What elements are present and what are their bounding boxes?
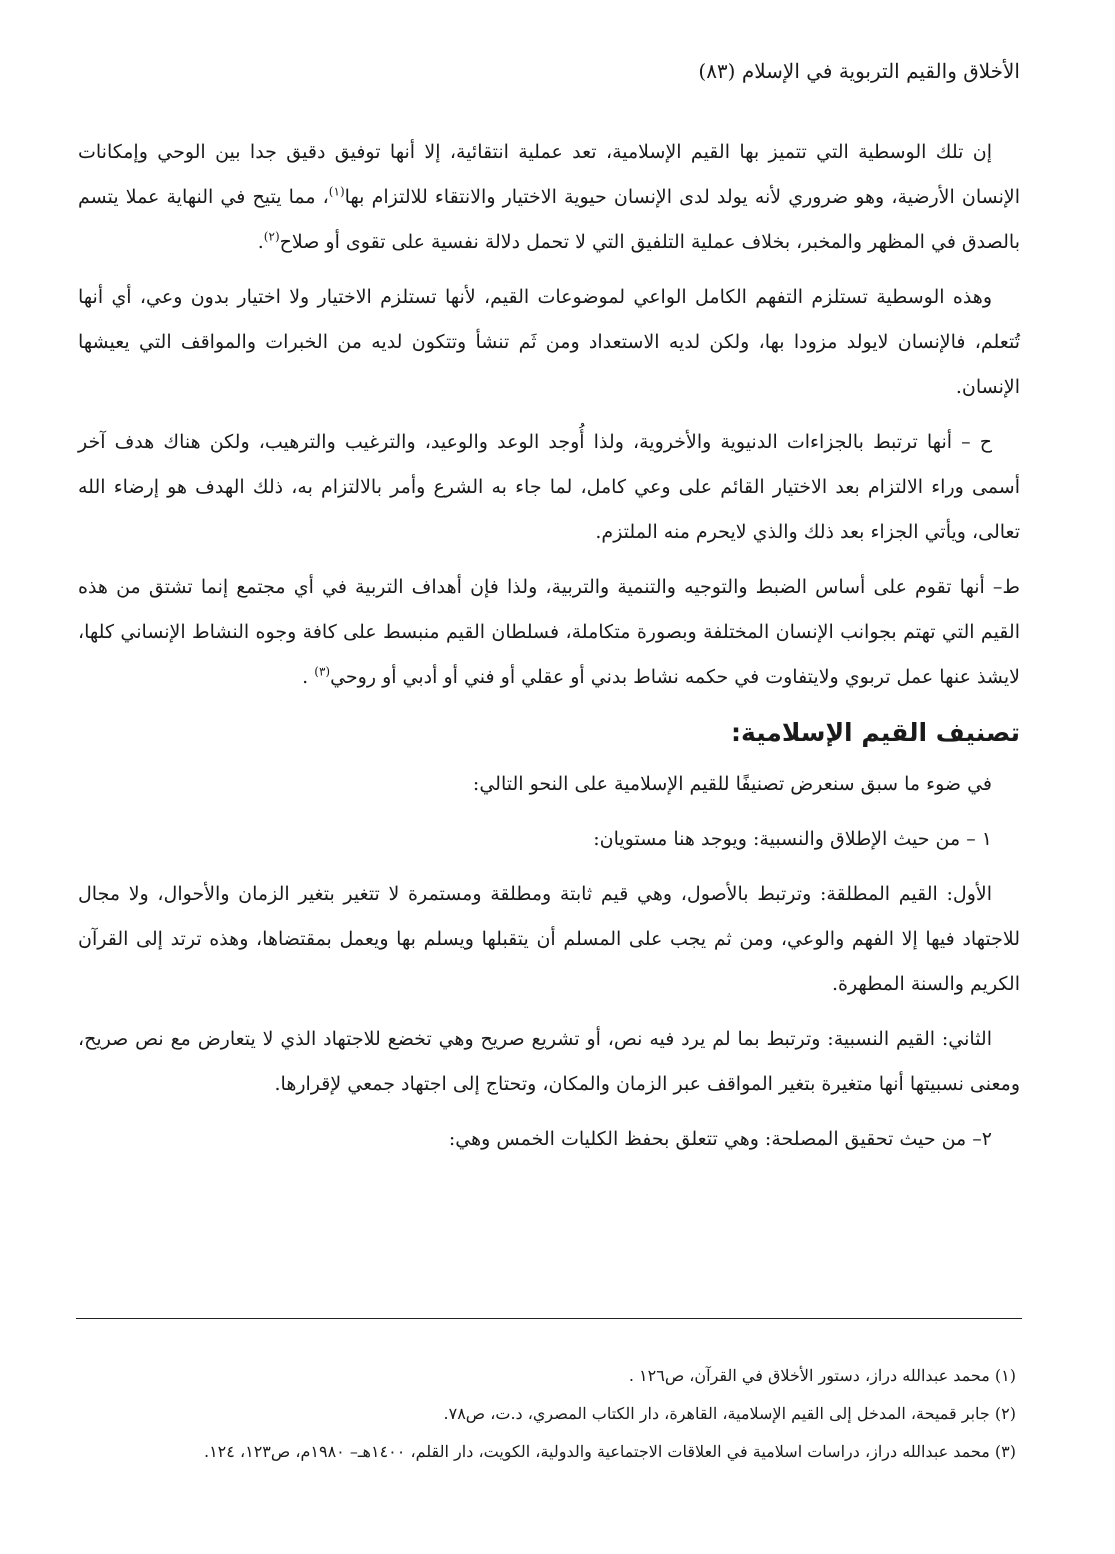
paragraph-wasatiyya [78,130,1020,265]
footnote-1: (١) محمد عبدالله دراز، دستور الأخلاق في القرآن، ص١٢٦ . [628,1366,1016,1385]
running-header: الأخلاق والقيم التربوية في الإسلام (٨٣) [698,59,1020,83]
footnote-ref-2[interactable]: (٢) [263,229,280,244]
paragraph-item-ha: ح – أنها ترتبط بالجزاءات الدنيوية والأخروية، ولذا أُوجد الوعد والوعيد، والترغيب والترهيب، ولكن هناك هدف آخر أسمى وراء الالتزام بعد الاختيار القائم على وعي كامل، لما جاء به الشرع وأمر بالالتزام به، ذلك الهدف هو إرضاء الله تعالى، ويأتي الجزاء بعد ذلك والذي لايحرم منه الملتزم. [78,431,1020,543]
paragraph-relative-values: الثاني: القيم النسبية: وترتبط بما لم يرد فيه نص، أو تشريع صريح وهي تخضع للاجتهاد الذي لا يتعارض مع نص صريح، ومعنى نسبيتها أنها متغيرة بتغير المواقف عبر الزمان والمكان، وتحتاج إلى اجتهاد جمعي لإقرارها. [78,1028,1020,1095]
list-item-1: ١ – من حيث الإطلاق والنسبية: ويوجد هنا مستويان: [593,828,992,850]
paragraph-item-ta [78,565,1020,700]
footnote-2: (٢) جابر قميحة، المدخل إلى القيم الإسلامية، القاهرة، دار الكتاب المصري، د.ت، ص٧٨. [443,1404,1016,1423]
section-heading: تصنيف القيم الإسلامية: [731,718,1020,747]
paragraph-text: ، مما يتيح في النهاية عملا يتسم بالصدق في المظهر والمخبر، بخلاف عملية التلفيق التي لا تحمل دلالة نفسية على تقوى أو صلاح [78,186,1020,253]
footnotes [80,1362,1016,1476]
footnote-ref-1[interactable]: (١) [328,184,345,199]
paragraph-text: . [257,231,264,253]
paragraph-text: ط– أنها تقوم على أساس الضبط والتوجيه والتنمية والتربية، ولذا فإن أهداف التربية في أي مجتمع إنما تشتق من هذه القيم التي تهتم بجوانب الإنسان المختلفة وبصورة متكاملة، فسلطان القيم منبسط على كافة وجوه النشاط الإنساني كلها، لايشذ عنها عمل تربوي ولايتفاوت في حكمه نشاط بدني أو عقلي أو فني أو أدبي أو روحي [78,576,1020,688]
paragraph-text: . [302,666,315,688]
list-item-2: ٢– من حيث تحقيق المصلحة: وهي تتعلق بحفظ الكليات الخمس وهي: [448,1128,992,1150]
footnote-3: (٣) محمد عبدالله دراز، دراسات اسلامية في العلاقات الاجتماعية والدولية، الكويت، دار القلم، ١٤٠٠هـ– ١٩٨٠م، ص١٢٣، ١٢٤. [203,1442,1016,1461]
body-text [78,130,1020,1172]
footnote-ref-3[interactable]: (٣) [314,664,331,679]
footnote-divider [76,1318,1022,1319]
paragraph-absolute-values: الأول: القيم المطلقة: وترتبط بالأصول، وهي قيم ثابتة ومطلقة ومستمرة لا تتغير بتغير الزمان والأحوال، ولا مجال للاجتهاد فيها إلا الفهم والوعي، ومن ثم يجب على المسلم أن يتقبلها ويسلم بها ويعمل بمقتضاها، وهذه ترتد إلى القرآن الكريم والسنة المطهرة. [78,883,1020,995]
paragraph-understanding: وهذه الوسطية تستلزم التفهم الكامل الواعي لموضوعات القيم، لأنها تستلزم الاختيار ولا اختيار بدون وعي، أي أنها تُتعلم، فالإنسان لايولد مزودا بها، ولكن لديه الاستعداد ومن ثَم تنشأ وتتكون لديه من الخبرات والمواقف التي يعيشها الإنسان. [78,286,1020,398]
paragraph-text: إن تلك الوسطية التي تتميز بها القيم الإسلامية، تعد عملية انتقائية، إلا أنها توفيق دقيق جدا بين الوحي وإمكانات الإنسان الأرضية، وهو ضروري لأنه يولد لدى الإنسان حيوية الاختيار والانتقاء للالتزام بها [78,141,1021,208]
section-intro: في ضوء ما سبق سنعرض تصنيفًا للقيم الإسلامية على النحو التالي: [472,773,992,795]
